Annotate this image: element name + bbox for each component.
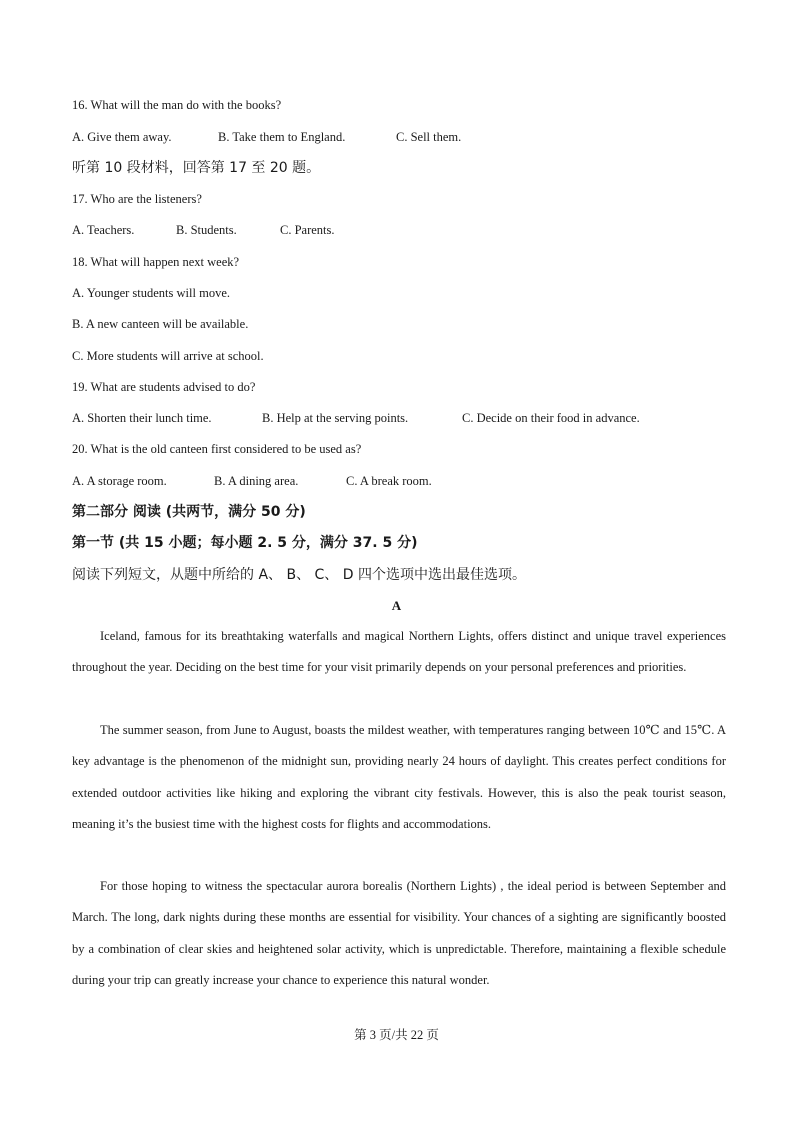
section-10-instruction: 听第 10 段材料，回答第 17 至 20 题。: [72, 160, 321, 176]
part-2-title: 第二部分 阅读 (共两节，满分 50 分): [72, 504, 306, 520]
question-16: 16. What will the man do with the books?: [72, 98, 282, 112]
question-18: 18. What will happen next week?: [72, 255, 240, 269]
option-b: B. Students.: [176, 223, 237, 237]
option-a: A. Shorten their lunch time.: [72, 411, 212, 425]
option-c: C. Sell them.: [396, 130, 462, 144]
option-a: A. Teachers.: [72, 223, 135, 237]
question-20: 20. What is the old canteen first considered to be used as?: [72, 442, 362, 456]
option-c: C. Parents.: [280, 223, 335, 237]
question-19: 19. What are students advised to do?: [72, 380, 256, 394]
option-c: C. More students will arrive at school.: [72, 349, 264, 363]
page-number: 第 3 页/共 22 页: [354, 1028, 439, 1042]
option-b: B. A dining area.: [214, 474, 299, 488]
section-1-title: 第一节 (共 15 小题；每小题 2. 5 分，满分 37. 5 分): [72, 535, 418, 551]
option-a: A. Give them away.: [72, 130, 172, 144]
option-c: C. A break room.: [346, 474, 432, 488]
option-b: B. Take them to England.: [218, 130, 346, 144]
option-b: B. A new canteen will be available.: [72, 317, 249, 331]
passage-paragraph-1: Iceland, famous for its breathtaking waterfalls and magical Northern Lights, offers distinct and unique travel experiences throughout the year. Deciding on the best time for your visit primarily depends on your personal preferences and priorities.: [72, 629, 726, 675]
option-b: B. Help at the serving points.: [262, 411, 409, 425]
passage-paragraph-2: The summer season, from June to August, boasts the mildest weather, with temperatures ranging between 10℃ and 15℃. A key advantage is the phenomenon of the midnight sun, providing nearly 24 hours of daylight. This creates perfect conditions for extended outdoor activities like hiking and exploring the vibrant city festivals. However, this is also the peak tourist season, meaning it’s the busiest time with the highest costs for flights and accommodations.: [72, 723, 726, 831]
passage-heading: A: [391, 598, 402, 613]
passage-paragraph-3: For those hoping to witness the spectacular aurora borealis (Northern Lights) , the ideal period is between September and March. The long, dark nights during these months are essential for visibility. Your chances of a sighting are significantly boosted by a combination of clear skies and heightened solar activity, which is unpredictable. Therefore, maintaining a flexible schedule during your trip can greatly increase your chance to experience this natural wonder.: [72, 879, 726, 987]
question-17: 17. Who are the listeners?: [72, 192, 202, 206]
option-a: A. A storage room.: [72, 474, 167, 488]
reading-instruction: 阅读下列短文，从题中所给的 A、 B、 C、 D 四个选项中选出最佳选项。: [72, 567, 526, 583]
option-a: A. Younger students will move.: [72, 286, 230, 300]
option-c: C. Decide on their food in advance.: [462, 411, 640, 425]
